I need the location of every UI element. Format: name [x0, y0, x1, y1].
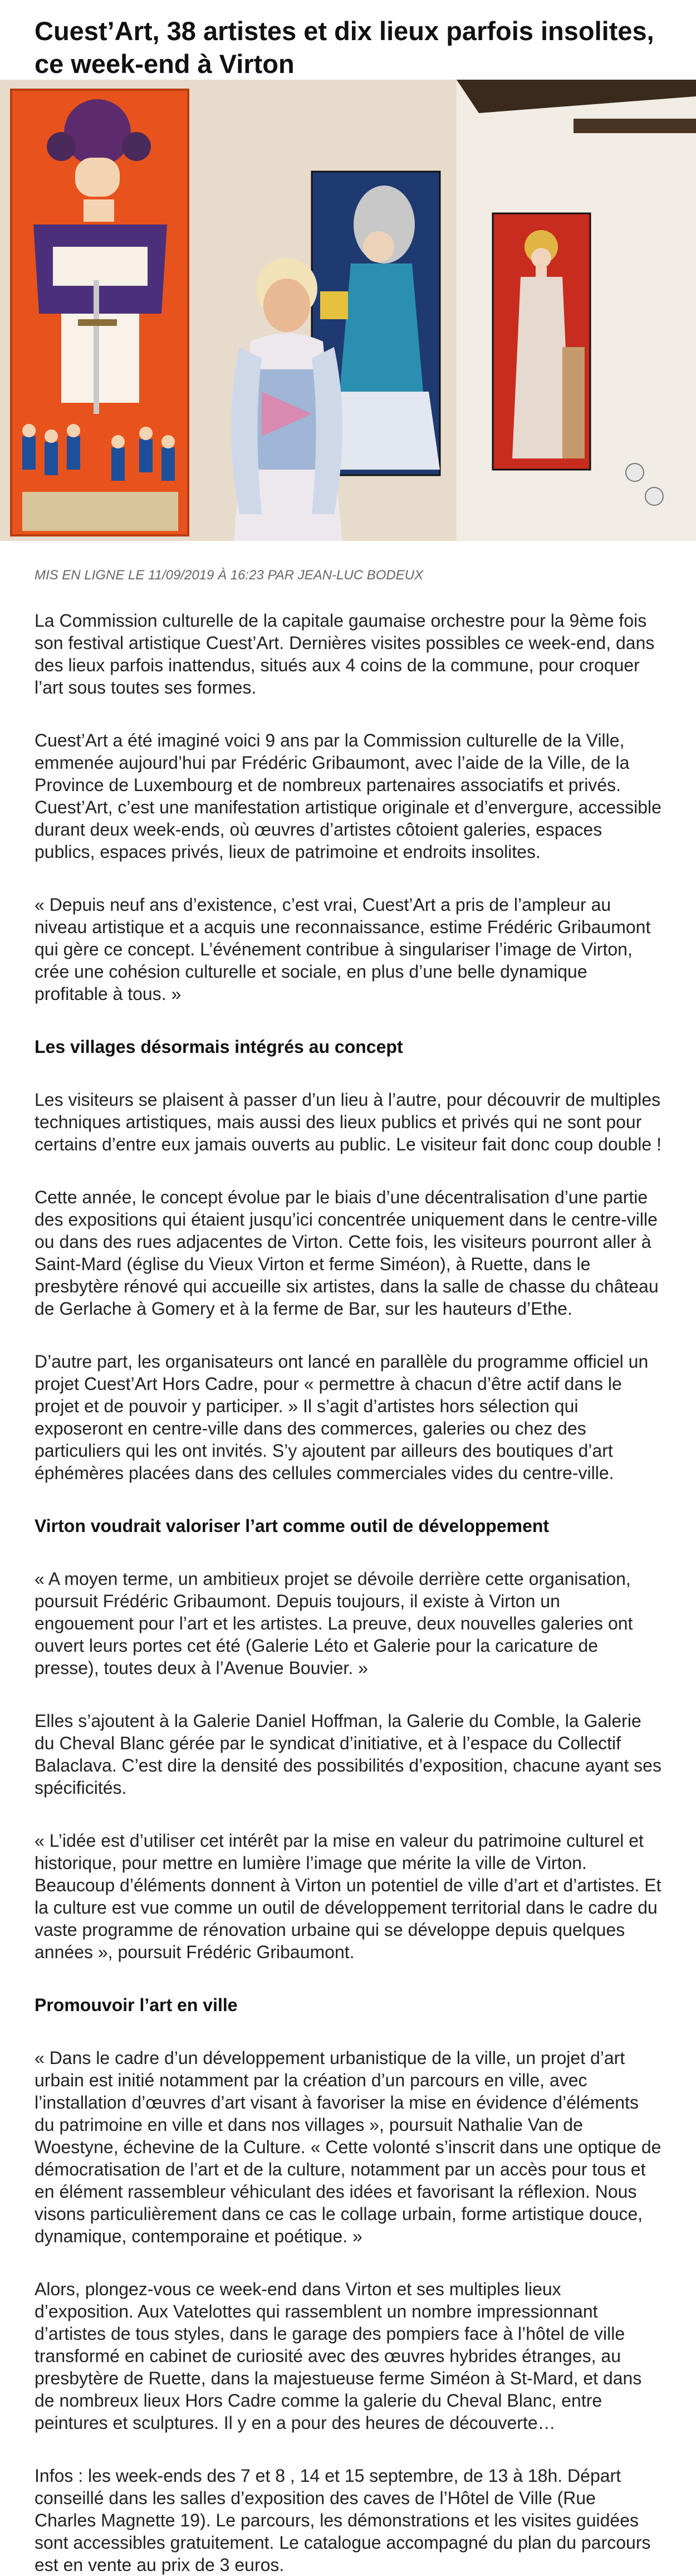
paragraph-intro: La Commission culturelle de la capitale gaumaise orchestre pour la 9ème fois son festival artistique Cuest’Art. Dernières visites possibles ce week-end, dans des lieux parfois inattendus, situés aux 4 coins de la commune, pour croquer l’art sous toutes ses formes. — [35, 611, 655, 697]
article-byline: MIS EN LIGNE LE 11/09/2019 À 16:23 PAR JEAN-LUC BODEUX — [35, 568, 424, 583]
paragraph: « Dans le cadre d’un développement urbanistique de la ville, un projet d’art urbain est initié notamment par la création d’un parcours en ville, avec l’installation d’œuvres d’art visant à favoriser la mise en évidence d’éléments du patrimoine en ville et dans nos villages », poursuit Nathalie Van de Woestyne, échevine de la Culture. « Cette volonté s’inscrit dans une optique de démocratisation de l’art et de la culture, notamment par un accès pour tous et en élément rassembleur véhiculant des idées et favorisant la réflexion. Nous visons particulièrement dans ce cas le collage urbain, forme artistique douce, dynamique, contemporaine et poétique. » — [35, 2048, 661, 2246]
paragraph: Cette année, le concept évolue par le biais d’une décentralisation d’une partie des expositions qui étaient jusqu’ici concentrée uniquement dans le centre-ville ou dans des rues adjacentes de Virton. Cette fois, les visiteurs pourront aller à Saint-Mard (église du Vieux Virton et ferme Siméon), à Ruette, dans le presbytère rénové qui accueille six artistes, dans la salle de chasse du château de Gerlache à Gomery et à la ferme de Bar, sur les hauteurs d’Ethe. — [35, 1187, 659, 1319]
paragraph: Elles s’ajoutent à la Galerie Daniel Hoffman, la Galerie du Comble, la Galerie du Cheval Blanc gérée par le syndicat d’initiative, et à l’espace du Collectif Balaclava. C’est dire la densité des possibilités d’exposition, chacune ayant ses spécificités. — [35, 1711, 661, 1798]
painting-right — [493, 213, 590, 470]
painting-left — [11, 90, 188, 535]
section-heading: Les villages désormais intégrés au concept — [35, 1037, 403, 1057]
paragraph: « Depuis neuf ans d’existence, c’est vrai, Cuest’Art a pris de l’ampleur au niveau artistique et a acquis une reconnaissance, estime Frédéric Gribaumont qui gère ce concept. L’événement contribue à singulariser l’image de Virton, crée une cohésion culturelle et sociale, en plus d’une belle dynamique profitable à tous. » — [35, 895, 651, 1004]
paragraph: D’autre part, les organisateurs ont lancé en parallèle du programme officiel un projet Cuest’Art Hors Cadre, pour « permettre à chacun d’être actif dans le projet et de pouvoir y participer. » Il s’agit d’artistes hors sélection qui exposeront en centre-ville dans des commerces, galeries ou chez des particuliers qui les ont invités. S’y ajoutent par ailleurs des boutiques d’art éphémères placées dans des cellules commerciales vides du centre-ville. — [35, 1352, 649, 1483]
article-photo — [0, 80, 696, 541]
section-heading: Promouvoir l’art en ville — [35, 1995, 238, 2015]
paragraph-info: Infos : les week-ends des 7 et 8 , 14 et 15 septembre, de 13 à 18h. Départ conseillé dans les salles d’exposition des caves de l’Hôtel de Ville (Rue Charles Magnette 19). Le parcours, les démonstrations et les visites guidées sont accessibles gratuitement. Le catalogue accompagné du plan du parcours est en vente au prix de 3 euros. — [35, 2466, 651, 2575]
paragraph: « L’idée est d’utiliser cet intérêt par la mise en valeur du patrimoine culturel et historique, pour mettre en lumière l’image que mérite la ville de Virton. Beaucoup d’éléments donnent à Virton un potentiel de ville d’art et d’artistes. Et la culture est vue comme un outil de développement territorial dans le cadre du vaste programme de rénovation urbaine qui se développe depuis quelques années », poursuit Frédéric Gribaumont. — [35, 1831, 661, 1962]
section-heading: Virton voudrait valoriser l’art comme outil de développement — [35, 1516, 550, 1536]
paragraph: Cuest’Art a été imaginé voici 9 ans par la Commission culturelle de la Ville, emmenée aujourd’hui par Frédéric Gribaumont, avec l’aide de la Ville, de la Province de Luxembourg et de nombreux partenaires associatifs et privés. Cuest’Art, c’est une manifestation artistique originale et d’envergure, accessible durant deux week-ends, où œuvres d’artistes côtoient galeries, espaces publics, espaces privés, lieux de patrimoine et endroits insolites. — [35, 730, 661, 862]
paragraph: Les visiteurs se plaisent à passer d’un lieu à l’autre, pour découvrir de multiples techniques artistiques, mais aussi des lieux publics et privés qui ne sont pour certains d’entre eux jamais ouverts au public. Le visiteur fait donc coup double ! — [35, 1090, 661, 1154]
article-headline: Cuest’Art, 38 artistes et dix lieux parfois insolites, ce week-end à Virton — [35, 16, 654, 79]
paragraph: « A moyen terme, un ambitieux projet se dévoile derrière cette organisation, poursuit Frédéric Gribaumont. Depuis toujours, il existe à Virton un engouement pour l’art et les artistes. La preuve, deux nouvelles galeries ont ouvert leurs portes cet été (Galerie Léto et Galerie pour la caricature de presse), toutes deux à l’Avenue Bouvier. » — [35, 1569, 633, 1678]
article-body — [0, 609, 696, 2576]
paragraph: Alors, plongez-vous ce week-end dans Virton et ses multiples lieux d’exposition. Aux Vatelottes qui rassemblent un nombre impressionnant d’artistes de tous styles, dans le garage des pompiers face à l’hôtel de ville transformé en cabinet de curiosité avec des œuvres hybrides étranges, au presbytère de Ruette, dans la majestueuse ferme Siméon à St-Mard, et dans de nombreux lieux Hors Cadre comme la galerie du Cheval Blanc, entre peintures et sculptures. Il y en a pour des heures de découverte… — [35, 2279, 642, 2433]
